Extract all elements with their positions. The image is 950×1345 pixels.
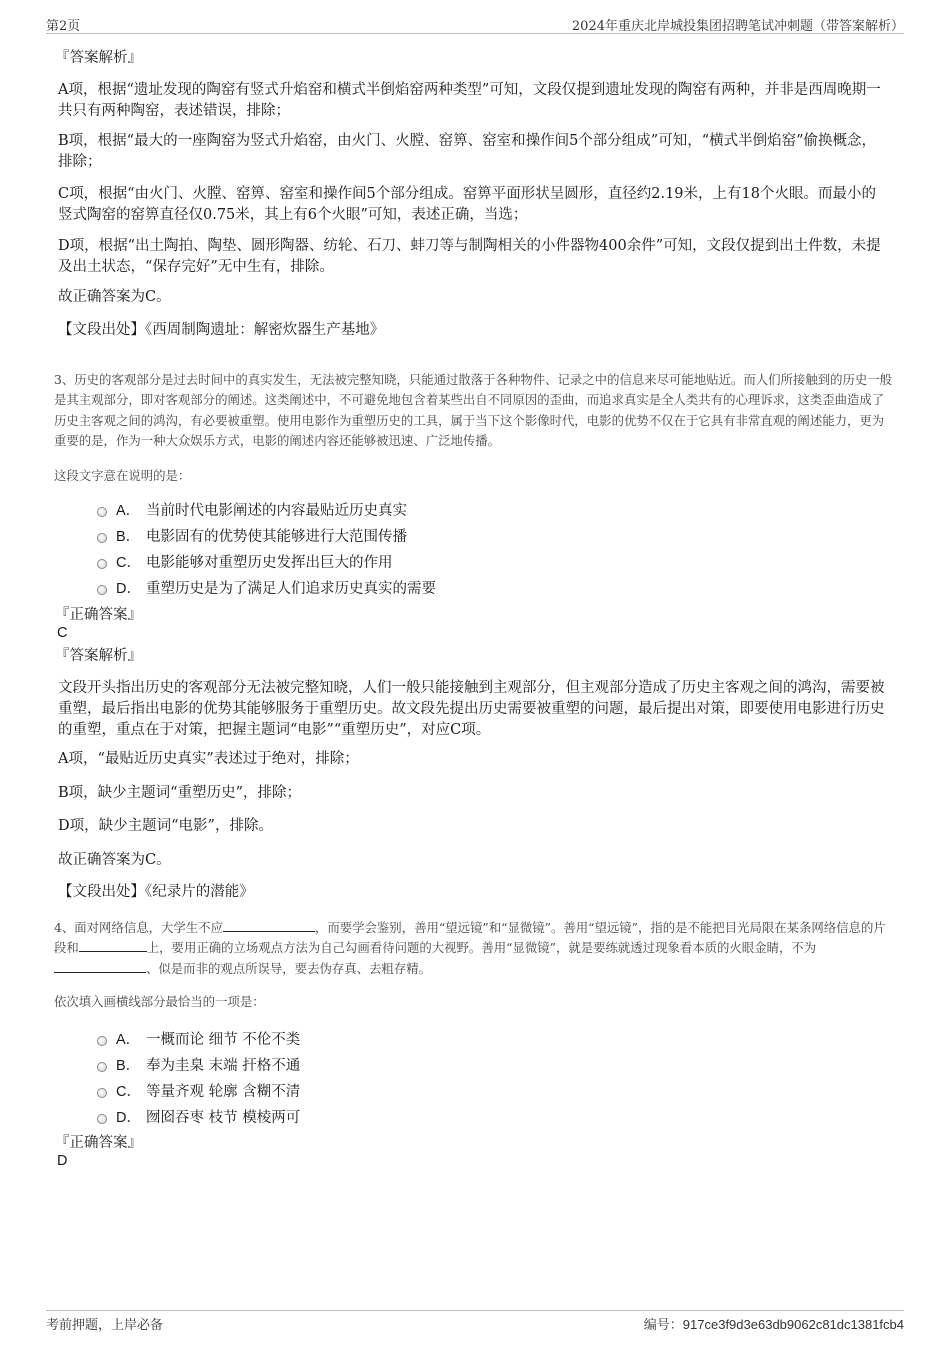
radio-icon[interactable] — [97, 1036, 107, 1046]
radio-icon[interactable] — [97, 1114, 107, 1124]
question-4-option-b[interactable]: B． 奉为圭臬 末端 扞格不通 — [97, 1053, 300, 1075]
radio-icon[interactable] — [97, 585, 107, 595]
analysis-body: 文段开头指出历史的客观部分无法被完整知晓，人们一般只能接触到主观部分，但主观部分造成了历史主客观之间的鸿沟，需要被重塑，最后指出电影的优势其能够服务于重塑历史。故文段先提出历史需要被重塑的问题，最后提出对策，即要使用电影进行历史的重塑，重点在于对策，把握主题词“电影”“重塑历史”，对应C项。 — [58, 680, 885, 738]
question-4-option-a[interactable]: A． 一概而论 细节 不伦不类 — [97, 1027, 300, 1049]
radio-icon[interactable] — [97, 1062, 107, 1072]
analysis-item-b: B项，缺少主题词“重塑历史”，排除； — [58, 785, 301, 801]
question-3-option-d[interactable]: D． 重塑历史是为了满足人们追求历史真实的需要 — [97, 576, 436, 598]
question-4-option-d[interactable]: D． 囫囵吞枣 枝节 模棱两可 — [97, 1105, 300, 1127]
analysis-label: 『答案解析』 — [55, 50, 142, 66]
source-reference: 【文段出处】《西周制陶遗址：解密炊器生产基地》 — [58, 322, 385, 338]
analysis-item-d: D项，缺少主题词“电影”，排除。 — [58, 818, 273, 834]
analysis-conclusion: 故正确答案为C。 — [58, 852, 171, 868]
question-3-option-b[interactable]: B． 电影固有的优势使其能够进行大范围传播 — [97, 524, 407, 546]
question-3-option-a[interactable]: A． 当前时代电影阐述的内容最贴近历史真实 — [97, 498, 407, 520]
correct-answer-label: 『正确答案』 — [55, 1135, 142, 1151]
footer-slogan: 考前押题，上岸必备 — [46, 1318, 164, 1333]
page-header — [46, 14, 904, 34]
radio-icon[interactable] — [97, 559, 107, 569]
question-3-text: 3、历史的客观部分是过去时间中的真实发生，无法被完整知晓，只能通过散落于各种物件、记录之中的信息来尽可能地贴近。而人们所接触到的历史一般是其主观部分，即对客观部分的阐述。这类阐述中，不可避免地包含着某些出自不同原因的歪曲，而追求真实是全人类共有的心理诉求，这类歪曲造成了历史主客观之间的鸿沟，有必要被重塑。使用电影作为重塑历史的工具，属于当下这个影像时代，电影的优势不仅在于它具有非常直观的阐述能力，更为重要的是，作为一种大众娱乐方式，电影的阐述内容还能够被迅速、广泛地传播。 — [54, 372, 893, 449]
analysis-item-b: B项，根据“最大的一座陶窑为竖式升焰窑，由火门、火膛、窑箅、窑室和操作间5个部分组成”可知，“横式半倒焰窑”偷换概念，排除； — [58, 133, 877, 170]
analysis-item-a: A项，根据“遗址发现的陶窑有竖式升焰窑和横式半倒焰窑两种类型”可知，文段仅提到遗址发现的陶窑有两种，并非是西周晚期一共只有两种陶窑，表述错误，排除； — [58, 82, 881, 119]
question-4-text: 4、面对网络信息，大学生不应 ，而要学会鉴别，善用“望远镜”和“显微镜”。善用“望远镜”，指的是不能把目光局限在某条网络信息的片段和 上，要用正确的立场观点方法为自己勾画看待问题的大视野。善用“显微镜”，就是要练就透过现象看本质的火眼金睛，不为、似是而非的观点所误导，要去伪存真、去粗存精。 — [54, 920, 886, 976]
radio-icon[interactable] — [97, 533, 107, 543]
question-4-prompt: 依次填入画横线部分最恰当的一项是： — [54, 994, 265, 1009]
radio-icon[interactable] — [97, 1088, 107, 1098]
correct-answer-label: 『正确答案』 — [55, 607, 142, 623]
page-number: 第2页 — [46, 19, 81, 34]
analysis-item-c: C项，根据“由火门、火膛、窑箅、窑室和操作间5个部分组成。窑箅平面形状呈圆形，直径约2.19米，上有18个火眼。而最小的竖式陶窑的窑箅直径仅0.75米，其上有6个火眼”可知，表述正确，当选； — [58, 186, 876, 223]
source-reference: 【文段出处】《纪录片的潜能》 — [58, 884, 254, 900]
fill-blank-1 — [223, 918, 315, 932]
correct-answer: D — [57, 1153, 68, 1169]
page-footer — [46, 1310, 904, 1332]
fill-blank-3 — [54, 959, 146, 973]
correct-answer: C — [57, 625, 68, 641]
radio-icon[interactable] — [97, 507, 107, 517]
document-code: 编号：917ce3f9d3e63db9062c81dc1381fcb4 — [643, 1317, 904, 1333]
analysis-item-a: A项，“最贴近历史真实”表述过于绝对，排除； — [58, 751, 359, 767]
fill-blank-2 — [79, 938, 147, 952]
question-4-option-c[interactable]: C． 等量齐观 轮廓 含糊不清 — [97, 1079, 300, 1101]
question-3-prompt: 这段文字意在说明的是： — [54, 468, 191, 483]
analysis-item-d: D项，根据“出土陶拍、陶垫、圆形陶器、纺轮、石刀、蚌刀等与制陶相关的小件器物400余件”可知，文段仅提到出土件数，未提及出土状态，“保存完好”无中生有，排除。 — [58, 238, 881, 275]
document-title: 2024年重庆北岸城投集团招聘笔试冲刺题（带答案解析） — [571, 19, 904, 34]
analysis-label: 『答案解析』 — [55, 648, 142, 664]
question-3-option-c[interactable]: C． 电影能够对重塑历史发挥出巨大的作用 — [97, 550, 393, 572]
analysis-conclusion: 故正确答案为C。 — [58, 289, 171, 305]
